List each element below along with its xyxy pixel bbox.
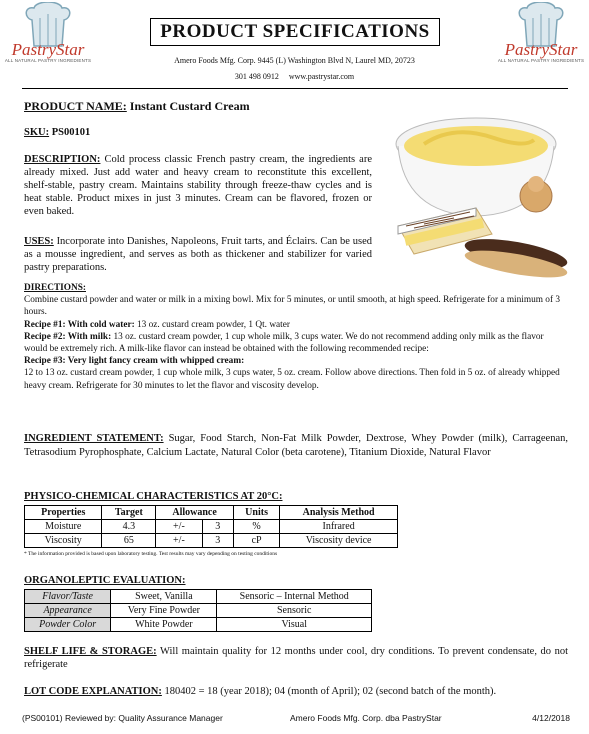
- product-name-label: PRODUCT NAME:: [24, 99, 127, 113]
- cell: Visual: [217, 618, 372, 632]
- cell: %: [233, 520, 279, 534]
- uses-text: Incorporate into Danishes, Napoleons, Fruit tarts, and Éclairs. Can be used as a mousse ingredient, and serves as both as thickener and stabilizer for varied pastry preparations.: [24, 236, 372, 273]
- cell: Infrared: [280, 520, 398, 534]
- col-target: Target: [102, 506, 156, 520]
- organoleptic-table: [24, 589, 372, 632]
- sku-value: PS00101: [51, 127, 91, 138]
- product-name: Instant Custard Cream: [129, 99, 250, 113]
- cell: cP: [233, 534, 279, 548]
- cell: Powder Color: [25, 618, 111, 632]
- description-section: [24, 153, 372, 218]
- directions-intro: Combine custard powder and water or milk in a mixing bowl. Mix for 5 minutes, or until smooth, at high speed. Refrigerate for a minimum of 3 hours.: [24, 295, 561, 318]
- shelf-life-section: [24, 645, 568, 671]
- recipe-3: [24, 355, 568, 367]
- cell: 3: [202, 520, 233, 534]
- cell: +/-: [156, 534, 202, 548]
- recipe-1-label: Recipe #1: With cold water:: [24, 319, 135, 330]
- pastrystar-logo-left: [4, 2, 92, 76]
- cell: Viscosity device: [280, 534, 398, 548]
- ingredient-section: [24, 432, 568, 460]
- company-website[interactable]: www.pastrystar.com: [288, 72, 355, 81]
- cell: Flavor/Taste: [25, 590, 111, 604]
- cell: Sensoric: [217, 604, 372, 618]
- shelf-life-text: Will maintain quality for 12 months under cool, dry conditions. To prevent condensate, do not refrigerate: [24, 646, 569, 670]
- cell: Viscosity: [25, 534, 102, 548]
- product-photo: [384, 104, 572, 294]
- cell: Very Fine Powder: [111, 604, 217, 618]
- uses-section: [24, 235, 372, 274]
- recipe-1: [24, 319, 568, 331]
- shelf-life-label: SHELF LIFE & STORAGE:: [24, 646, 157, 657]
- company-contact: [100, 72, 489, 81]
- recipe-2-label: Recipe #2: With milk:: [24, 331, 112, 342]
- cell: Appearance: [25, 604, 111, 618]
- col-analysis-method: Analysis Method: [280, 506, 398, 520]
- page-title: PRODUCT SPECIFICATIONS: [150, 18, 440, 46]
- physico-table: [24, 505, 398, 548]
- lot-code-text: 180402 = 18 (year 2018); 04 (month of April); 02 (second batch of the month).: [164, 686, 497, 697]
- cell: Moisture: [25, 520, 102, 534]
- logo-tagline: ALL NATURAL PASTRY INGREDIENTS: [4, 58, 92, 63]
- physico-note: * The information provided is based upon laboratory testing. Test results may vary depending on testing conditions: [24, 551, 278, 557]
- product-name-line: [24, 100, 250, 113]
- organoleptic-label: ORGANOLEPTIC EVALUATION:: [24, 575, 186, 586]
- sku-label: SKU:: [24, 127, 50, 138]
- col-units: Units: [233, 506, 279, 520]
- table-row: [25, 520, 398, 534]
- sku-line: [24, 126, 90, 139]
- ingredient-text: Sugar, Food Starch, Non-Fat Milk Powder, Dextrose, Whey Powder (milk), Carrageenan, Tetrasodium Pyrophosphate, Calcium Lactate, Natural Color (beta carotene), Titanium Dioxide, Natural Flavor: [24, 433, 568, 458]
- cell: 3: [202, 534, 233, 548]
- col-properties: Properties: [25, 506, 102, 520]
- cell: Sweet, Vanilla: [111, 590, 217, 604]
- header-divider: [22, 88, 568, 89]
- table-row: [25, 604, 372, 618]
- footer-date: 4/12/2018: [532, 713, 570, 723]
- uses-label: USES:: [24, 236, 54, 247]
- col-allowance: Allowance: [156, 506, 234, 520]
- cell: +/-: [156, 520, 202, 534]
- table-row: [25, 618, 372, 632]
- cell: 65: [102, 534, 156, 548]
- pastrystar-logo-right: [497, 2, 585, 76]
- logo-brand-text: PastryStar: [504, 40, 578, 59]
- table-row: [25, 534, 398, 548]
- lot-code-section: [24, 685, 568, 698]
- ingredient-label: INGREDIENT STATEMENT:: [24, 433, 164, 444]
- table-row: [25, 590, 372, 604]
- physico-header-row: [25, 506, 398, 520]
- description-text: Cold process classic French pastry cream, the ingredients are already mixed. Just add water and heavy cream to reconstitute this excellent, shelf-stable, pastry cream. Maintains stability through freeze-thaw cycles and is heat stable. Product mixes in just 3 minutes. Cream can be flavored, frozen or even baked.: [24, 154, 372, 217]
- directions-label: DIRECTIONS:: [24, 283, 86, 293]
- cell: 4.3: [102, 520, 156, 534]
- footer-company: Amero Foods Mfg. Corp. dba PastryStar: [290, 713, 442, 723]
- description-label: DESCRIPTION:: [24, 154, 101, 165]
- cell: Sensoric – Internal Method: [217, 590, 372, 604]
- recipe-3-text: 12 to 13 oz. custard cream powder, 1 cup whole milk, 3 cups water, 5 oz. cream. Follow above directions. Then fold in 5 oz. of already whipped heavy cream. Refrigerate for 30 minutes to let the flavor and viscosity develop.: [24, 368, 560, 391]
- lot-code-label: LOT CODE EXPLANATION:: [24, 686, 162, 697]
- cell: White Powder: [111, 618, 217, 632]
- recipe-2-text: 13 oz. custard cream powder, 1 cup whole milk, 3 cups water. We do not recommend adding only milk as the flavor would be extremely rich. A milk-like flavor can instead be obtained with the following recommended recipe:: [24, 331, 544, 355]
- recipe-1-text: 13 oz. custard cream powder, 1 Qt. water: [134, 319, 290, 330]
- directions-section: [24, 282, 568, 392]
- physico-label: PHYSICO-CHEMICAL CHARACTERISTICS AT 20°C:: [24, 491, 283, 502]
- company-phone: 301 498 0912: [234, 72, 279, 81]
- recipe-3-label: Recipe #3: Very light fancy cream with whipped cream:: [24, 356, 245, 367]
- logo-tagline: ALL NATURAL PASTRY INGREDIENTS: [497, 58, 585, 63]
- footer-reviewed-by: (PS00101) Reviewed by: Quality Assurance Manager: [22, 713, 223, 723]
- recipe-2: [24, 331, 568, 355]
- company-address: Amero Foods Mfg. Corp. 9445 (L) Washington Blvd N, Laurel MD, 20723: [174, 56, 415, 65]
- logo-brand-text: PastryStar: [11, 40, 85, 59]
